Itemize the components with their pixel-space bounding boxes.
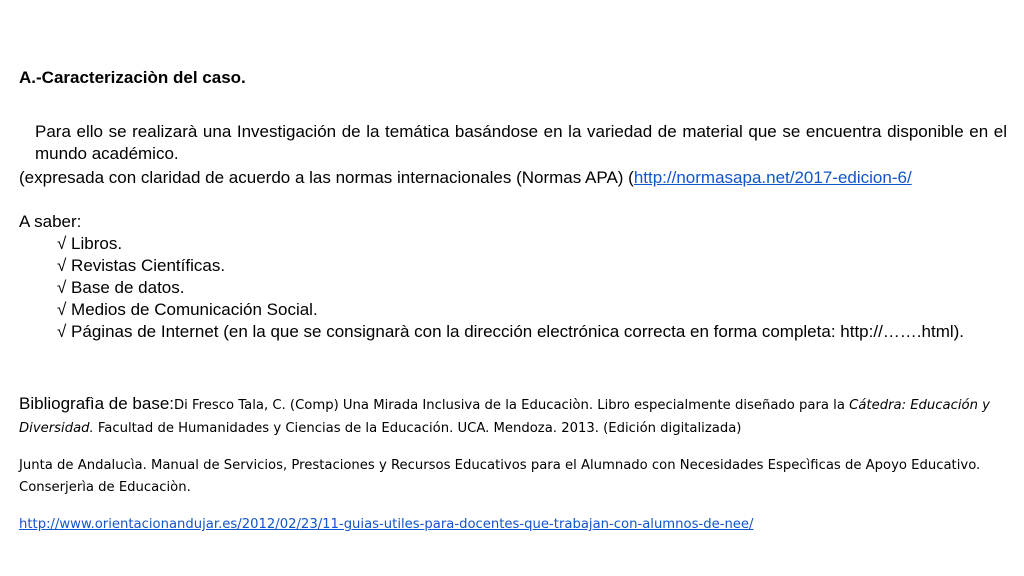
list-item: √ Revistas Científicas. (57, 256, 226, 275)
a-saber-label: A saber: (19, 212, 82, 231)
apa-paragraph (19, 167, 1007, 189)
orientacion-andujar-link[interactable]: http://www.orientacionandujar.es/2012/02/23/11-guias-utiles-para-docentes-que-trabajan-con-alumnos-de-nee/ (19, 517, 754, 532)
list-item: √ Libros. (57, 234, 123, 253)
intro-paragraph: Para ello se realizarà una Investigación de la temática basándose en la variedad de material que se encuentra disponible en el mundo académico. (35, 122, 1007, 163)
bibliography (19, 393, 1009, 440)
bibliography-ref-text: Di Fresco Tala, C. (Comp) Una Mirada Inclusiva de la Educaciòn. Libro especialmente diseñado para la (174, 398, 850, 413)
reference-link-row (19, 514, 1009, 536)
bibliography-ref-text-end: Facultad de Humanidades y Ciencias de la Educación. UCA. Mendoza. 2013. (Edición digitalizada) (93, 421, 742, 436)
section-heading: A.-Caracterizaciòn del caso. (19, 68, 246, 87)
bibliography-ref-italic: Cátedra: Educación y Diversidad. (19, 398, 990, 436)
apa-paragraph-text: (expresada con claridad de acuerdo a las normas internacionales (Normas APA) ( (19, 168, 634, 187)
list-item: √ Base de datos. (57, 278, 185, 297)
reference-junta-andalucia: Junta de Andalucìa. Manual de Servicios, Prestaciones y Recursos Educativos para el Alumnado con Necesidades Especìficas de Apoyo Educativo. Conserjerìa de Educaciòn. (19, 458, 981, 495)
list-item: √ Medios de Comunicación Social. (57, 300, 318, 319)
normas-apa-link[interactable]: http://normasapa.net/2017-edicion-6/ (633, 168, 912, 187)
source-list (57, 233, 1007, 343)
bibliography-label: Bibliografìa de base: (19, 394, 174, 413)
list-item: √ Páginas de Internet (en la que se consignarà con la dirección electrónica correcta en forma completa: http://…….html). (57, 322, 965, 341)
